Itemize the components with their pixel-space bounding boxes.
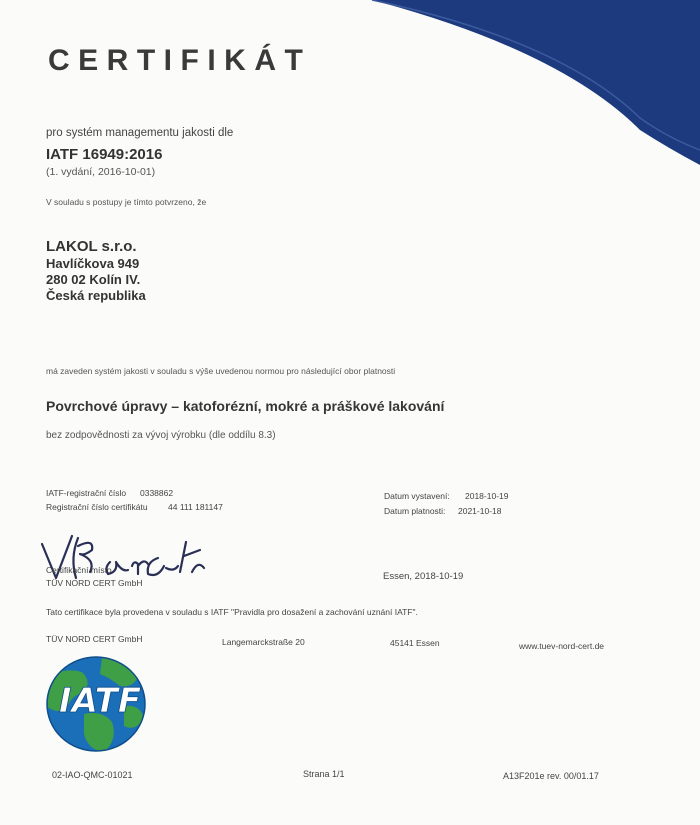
- place-and-date: Essen, 2018-10-19: [383, 571, 464, 582]
- validity-date: 2021-10-18: [458, 506, 502, 516]
- certificate-number: 44 111 181147: [168, 502, 223, 512]
- iatf-logo-lettering: IATF: [58, 681, 142, 721]
- certificate-number-label: Registrační číslo certifikátu: [46, 502, 148, 512]
- company-city: 280 02 Kolín IV.: [46, 272, 141, 287]
- footer-website: www.tuev-nord-cert.de: [519, 641, 605, 651]
- footer-city: 45141 Essen: [390, 638, 440, 648]
- certification-body: TÜV NORD CERT GmbH: [46, 578, 143, 588]
- standard-name: IATF 16949:2016: [46, 146, 163, 163]
- company-street: Havlíčkova 949: [46, 256, 140, 271]
- iatf-globe-logo: [40, 652, 162, 754]
- iatf-registration-label: IATF-registrační číslo: [46, 488, 127, 498]
- scope-note: bez zodpovědnosti za vývoj výrobku (dle oddílu 8.3): [46, 430, 276, 441]
- company-country: Česká republika: [46, 288, 146, 303]
- certificate-title: CERTIFIKÁT: [48, 44, 312, 77]
- footer-street: Langemarckstraße 20: [222, 637, 305, 647]
- iatf-agreement-text: Tato certifikace byla provedena v souladu s IATF "Pravidla pro dosažení a zachování uznání IATF".: [46, 607, 418, 617]
- company-name: LAKOL s.r.o.: [46, 238, 137, 255]
- issue-date-label: Datum vystavení:: [384, 491, 450, 501]
- certification-place-label: Certifikační místo: [46, 565, 112, 575]
- form-code: A13F201e rev. 00/01.17: [503, 771, 599, 781]
- iatf-registration-number: 0338862: [140, 488, 174, 498]
- document-code: 02-IAO-QMC-01021: [52, 770, 133, 780]
- confirmation-text: V souladu s postupy je tímto potvrzeno, že: [46, 197, 207, 207]
- standard-edition: (1. vydání, 2016-10-01): [46, 166, 156, 178]
- issue-date: 2018-10-19: [465, 491, 509, 501]
- scope-intro: má zaveden systém jakosti v souladu s výše uvedenou normou pro následující obor platnosti: [46, 366, 396, 376]
- handwritten-signature: [34, 532, 224, 584]
- certificate-intro: pro systém managementu jakosti dle: [46, 127, 234, 139]
- scope-of-certification: Povrchové úpravy – katoforézní, mokré a práškové lakování: [46, 398, 445, 414]
- footer-company: TÜV NORD CERT GmbH: [46, 634, 143, 644]
- page-number: Strana 1/1: [303, 769, 345, 779]
- validity-date-label: Datum platnosti:: [384, 506, 446, 516]
